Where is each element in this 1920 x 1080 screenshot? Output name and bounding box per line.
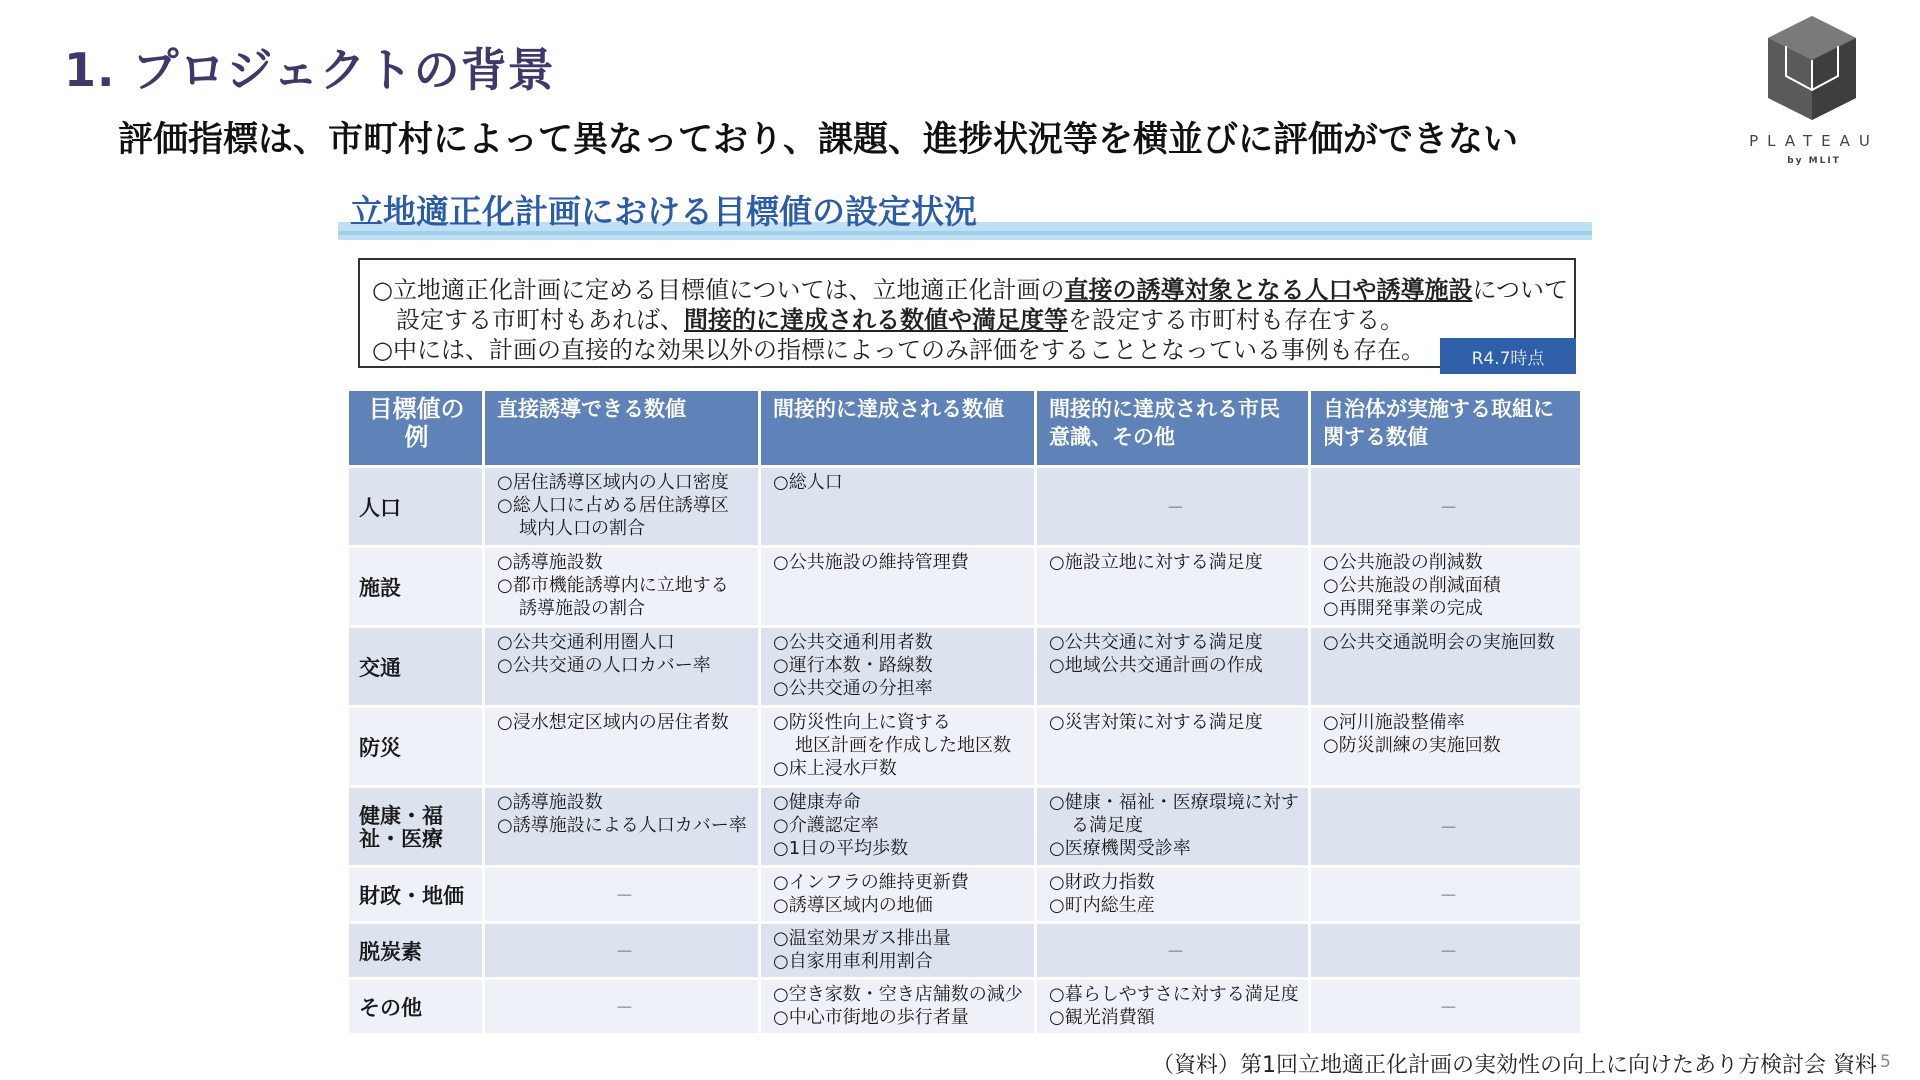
cell-item: ○災害対策に対する満足度 xyxy=(1049,712,1263,733)
row-category: 財政・地価 xyxy=(348,867,484,923)
cell-item: ○誘導区域内の地価 xyxy=(773,895,933,916)
row-category: 脱炭素 xyxy=(348,923,484,979)
cell-item: ○健康寿命 xyxy=(773,792,861,813)
cell-item: ○公共交通の人口カバー率 xyxy=(497,655,711,676)
table-header-row xyxy=(348,390,1582,467)
summary-text: 設定する市町村もあれば、 xyxy=(396,306,684,334)
table-cell xyxy=(1310,627,1582,707)
cell-item: ○暮らしやすさに対する満足度 xyxy=(1049,984,1299,1005)
cell-item: ○財政力指数 xyxy=(1049,872,1155,893)
cell-item: ○浸水想定区域内の居住者数 xyxy=(497,712,729,733)
table-row xyxy=(348,787,1582,867)
table-row xyxy=(348,867,1582,923)
cell-item: ○誘導施設による人口カバー率 xyxy=(497,815,747,836)
cell-item: ○公共交通利用者数 xyxy=(773,632,933,653)
cell-item: ○介護認定率 xyxy=(773,815,879,836)
cell-item: 誘導施設の割合 xyxy=(519,598,645,619)
cell-item: ○施設立地に対する満足度 xyxy=(1049,552,1263,573)
cell-item: ○総人口 xyxy=(773,472,843,493)
cell-item: ○河川施設整備率 xyxy=(1323,712,1465,733)
logo-wordmark: PLATEAU xyxy=(1749,132,1879,150)
table-cell: － xyxy=(1310,787,1582,867)
cell-item: ○公共施設の削減面積 xyxy=(1323,575,1501,596)
cube-logo-icon xyxy=(1766,14,1858,122)
table-row xyxy=(348,467,1582,547)
summary-box xyxy=(358,258,1576,368)
table-cell xyxy=(1036,979,1310,1035)
header-example: 目標値の例 xyxy=(348,390,484,467)
row-category: 交通 xyxy=(348,627,484,707)
table-cell xyxy=(1036,787,1310,867)
table-cell xyxy=(760,867,1036,923)
table-cell xyxy=(1310,547,1582,627)
row-category: 施設 xyxy=(348,547,484,627)
cell-item: ○温室効果ガス排出量 xyxy=(773,928,951,949)
section-header: 立地適正化計画における目標値の設定状況 xyxy=(350,192,977,231)
table-row xyxy=(348,547,1582,627)
table-cell xyxy=(484,467,760,547)
cell-item: ○観光消費額 xyxy=(1049,1007,1155,1028)
cell-item: 地区計画を作成した地区数 xyxy=(795,735,1011,756)
table-cell xyxy=(1036,547,1310,627)
row-category: 人口 xyxy=(348,467,484,547)
table-cell xyxy=(484,547,760,627)
cell-item: ○公共交通に対する満足度 xyxy=(1049,632,1263,653)
as-of-badge: R4.7時点 xyxy=(1440,338,1576,374)
table-cell xyxy=(760,923,1036,979)
table-cell xyxy=(1310,707,1582,787)
summary-line-3: ○中には、計画の直接的な効果以外の指標によってのみ評価をすることとなっている事例も存在。 xyxy=(372,336,1425,364)
row-category: 健康・福祉・医療 xyxy=(348,787,484,867)
cell-item: ○防災訓練の実施回数 xyxy=(1323,735,1501,756)
cell-item: ○都市機能誘導内に立地する xyxy=(497,575,729,596)
table-cell: － xyxy=(1310,923,1582,979)
table-cell: － xyxy=(484,867,760,923)
cell-item: ○公共施設の維持管理費 xyxy=(773,552,969,573)
cell-item: 域内人口の割合 xyxy=(519,518,645,539)
plateau-logo xyxy=(1744,14,1884,174)
cell-item: ○健康・福祉・医療環境に対す xyxy=(1049,792,1299,813)
cell-item: ○床上浸水戸数 xyxy=(773,758,897,779)
cell-item: ○再開発事業の完成 xyxy=(1323,598,1483,619)
table-cell xyxy=(760,467,1036,547)
table-cell: － xyxy=(1036,467,1310,547)
logo-byline: by MLIT xyxy=(1787,156,1841,166)
cell-item: ○運行本数・路線数 xyxy=(773,655,933,676)
cell-item: ○公共交通説明会の実施回数 xyxy=(1323,632,1555,653)
table-cell xyxy=(484,627,760,707)
table-cell xyxy=(760,707,1036,787)
row-category: 防災 xyxy=(348,707,484,787)
summary-text: について xyxy=(1472,276,1568,304)
table-cell: － xyxy=(484,979,760,1035)
page-number: 5 xyxy=(1880,1052,1891,1072)
table-row xyxy=(348,979,1582,1035)
row-category: その他 xyxy=(348,979,484,1035)
table-cell: － xyxy=(1036,923,1310,979)
cell-item: ○インフラの維持更新費 xyxy=(773,872,969,893)
table-row xyxy=(348,923,1582,979)
cell-item: ○自家用車利用割合 xyxy=(773,951,933,972)
cell-item: ○空き家数・空き店舗数の減少 xyxy=(773,984,1023,1005)
cell-item: ○防災性向上に資する xyxy=(773,712,951,733)
summary-emphasis: 間接的に達成される数値や満足度等 xyxy=(684,306,1068,334)
table-row xyxy=(348,627,1582,707)
cell-item: ○公共交通利用圏人口 xyxy=(497,632,675,653)
table-cell xyxy=(760,547,1036,627)
table-cell xyxy=(760,979,1036,1035)
cell-item: ○地域公共交通計画の作成 xyxy=(1049,655,1263,676)
table-cell xyxy=(484,707,760,787)
header-direct: 直接誘導できる数値 xyxy=(484,390,760,467)
table-cell xyxy=(760,787,1036,867)
table-cell xyxy=(1036,627,1310,707)
slide-subtitle: 評価指標は、市町村によって異なっており、課題、進捗状況等を横並びに評価ができない xyxy=(118,120,1519,160)
slide-title: 1. プロジェクトの背景 xyxy=(64,43,555,97)
cell-item: ○医療機関受診率 xyxy=(1049,838,1191,859)
summary-text: を設定する市町村も存在する。 xyxy=(1068,306,1404,334)
cell-item: ○1日の平均歩数 xyxy=(773,838,909,859)
cell-item: ○中心市街地の歩行者量 xyxy=(773,1007,969,1028)
source-citation: （資料）第1回立地適正化計画の実効性の向上に向けたあり方検討会 資料 xyxy=(1152,1053,1877,1078)
summary-text: ○立地適正化計画に定める目標値については、立地適正化計画の xyxy=(372,276,1065,304)
target-values-table xyxy=(346,388,1583,1036)
table-row xyxy=(348,707,1582,787)
cell-item: ○公共交通の分担率 xyxy=(773,678,933,699)
header-indirect-values: 間接的に達成される数値 xyxy=(760,390,1036,467)
header-indirect-awareness: 間接的に達成される市民意識、その他 xyxy=(1036,390,1310,467)
summary-emphasis: 直接の誘導対象となる人口や誘導施設 xyxy=(1064,276,1473,304)
table-cell: － xyxy=(1310,979,1582,1035)
header-municipal-initiatives: 自治体が実施する取組に関する数値 xyxy=(1310,390,1582,467)
cell-item: ○誘導施設数 xyxy=(497,552,603,573)
table-cell xyxy=(1036,707,1310,787)
cell-item: ○居住誘導区域内の人口密度 xyxy=(497,472,729,493)
table-body xyxy=(348,467,1582,1035)
cell-item: ○公共施設の削減数 xyxy=(1323,552,1483,573)
cell-item: ○誘導施設数 xyxy=(497,792,603,813)
table-cell: － xyxy=(484,923,760,979)
cell-item: ○総人口に占める居住誘導区 xyxy=(497,495,729,516)
table-cell: － xyxy=(1310,467,1582,547)
cell-item: る満足度 xyxy=(1071,815,1143,836)
table-cell xyxy=(484,787,760,867)
table-cell xyxy=(760,627,1036,707)
table-cell: － xyxy=(1310,867,1582,923)
cell-item: ○町内総生産 xyxy=(1049,895,1155,916)
table-cell xyxy=(1036,867,1310,923)
